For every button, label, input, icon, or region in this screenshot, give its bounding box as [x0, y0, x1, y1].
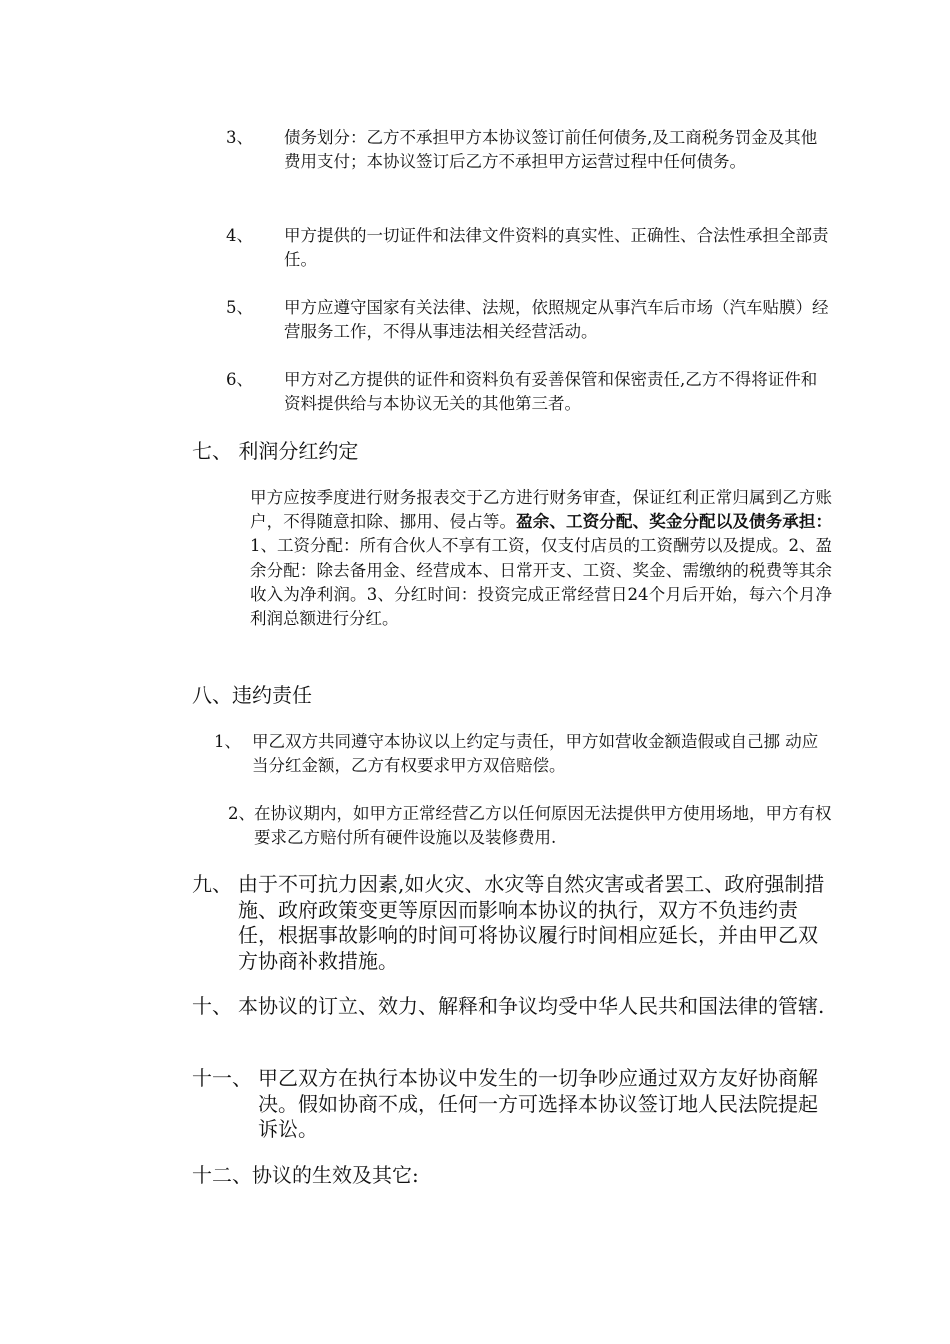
section-text: 由于不可抗力因素,如火灾、水灾等自然灾害或者罢工、政府强制措施、政府政策变更等原因而影响本协议的执行，双方不负违约责任，根据事故影响的时间可将协议履行时间相应延长，并由甲乙双方协商补救措施。 — [238, 872, 825, 973]
section-force-majeure — [192, 872, 832, 976]
clause-number: 1、 — [214, 732, 241, 751]
section-number: 十一、 — [192, 1066, 252, 1090]
clause-item-3 — [226, 126, 836, 200]
clause-number: 3、 — [226, 128, 253, 147]
profit-rest: 1、工资分配：所有合伙人不享有工资，仅支付店员的工资酬劳以及提成。2、盈余分配：除去备用金、经营成本、日常开支、工资、奖金、需缴纳的税费等其余收入为净利润。3、分红时间：投资完成正常经营日24个月后开始，每六个月净利润总额进行分红。 — [250, 536, 832, 629]
section-governing-law — [192, 994, 832, 1046]
clause-text: 甲乙双方共同遵守本协议以上约定与责任，甲方如营收金额造假或自己挪 动应当分红金额，乙方有权要求甲方双倍赔偿。 — [252, 732, 819, 775]
clause-number: 2、 — [228, 804, 255, 823]
profit-intro: 甲方应按季度进行财务报表交于乙方进行财务审查，保证红利正常归属到乙方账户，不得随意扣除、挪用、侵占等。 — [250, 488, 832, 532]
section-heading-liability: 八、违约责任 — [192, 683, 312, 707]
clause-text: 甲方对乙方提供的证件和资料负有妥善保管和保密责任,乙方不得将证件和资料提供给与本协议无关的其他第三者。 — [284, 370, 818, 413]
section-heading-effectiveness: 十二、协议的生效及其它: — [192, 1163, 419, 1187]
clause-number: 6、 — [226, 370, 253, 389]
clause-text: 在协议期内，如甲方正常经营乙方以任何原因无法提供甲方使用场地，甲方有权要求乙方赔付所有硬件设施以及装修费用. — [254, 804, 832, 847]
liability-item-2 — [228, 802, 840, 852]
liability-item-1 — [214, 730, 830, 780]
profit-bold-heading: 盈余、工资分配、奖金分配以及债务承担： — [516, 512, 833, 532]
clause-number: 4、 — [226, 226, 253, 245]
clause-text: 债务划分：乙方不承担甲方本协议签订前任何债务,及工商税务罚金及其他费用支付；本协议签订后乙方不承担甲方运营过程中任何债务。 — [284, 128, 818, 171]
section-heading-profit: 七、 利润分红约定 — [192, 439, 359, 463]
clause-item-4 — [226, 224, 836, 274]
clause-number: 5、 — [226, 298, 253, 317]
section-number: 九、 — [192, 872, 232, 896]
section-text: 甲乙双方在执行本协议中发生的一切争吵应通过双方友好协商解决。假如协商不成，任何一方可选择本协议签订地人民法院提起诉讼。 — [258, 1066, 818, 1141]
clause-item-6 — [226, 368, 836, 418]
section-dispute-resolution — [192, 1066, 832, 1144]
clause-text: 甲方应遵守国家有关法律、法规，依照规定从事汽车后市场（汽车贴膜）经营服务工作，不得从事违法相关经营活动。 — [284, 298, 829, 341]
profit-paragraph — [250, 486, 832, 631]
clause-text: 甲方提供的一切证件和法律文件资料的真实性、正确性、合法性承担全部责任。 — [284, 226, 829, 269]
section-number: 十、 — [192, 994, 232, 1018]
clause-item-5 — [226, 296, 836, 346]
section-text: 本协议的订立、效力、解释和争议均受中华人民共和国法律的管辖. — [238, 994, 825, 1018]
